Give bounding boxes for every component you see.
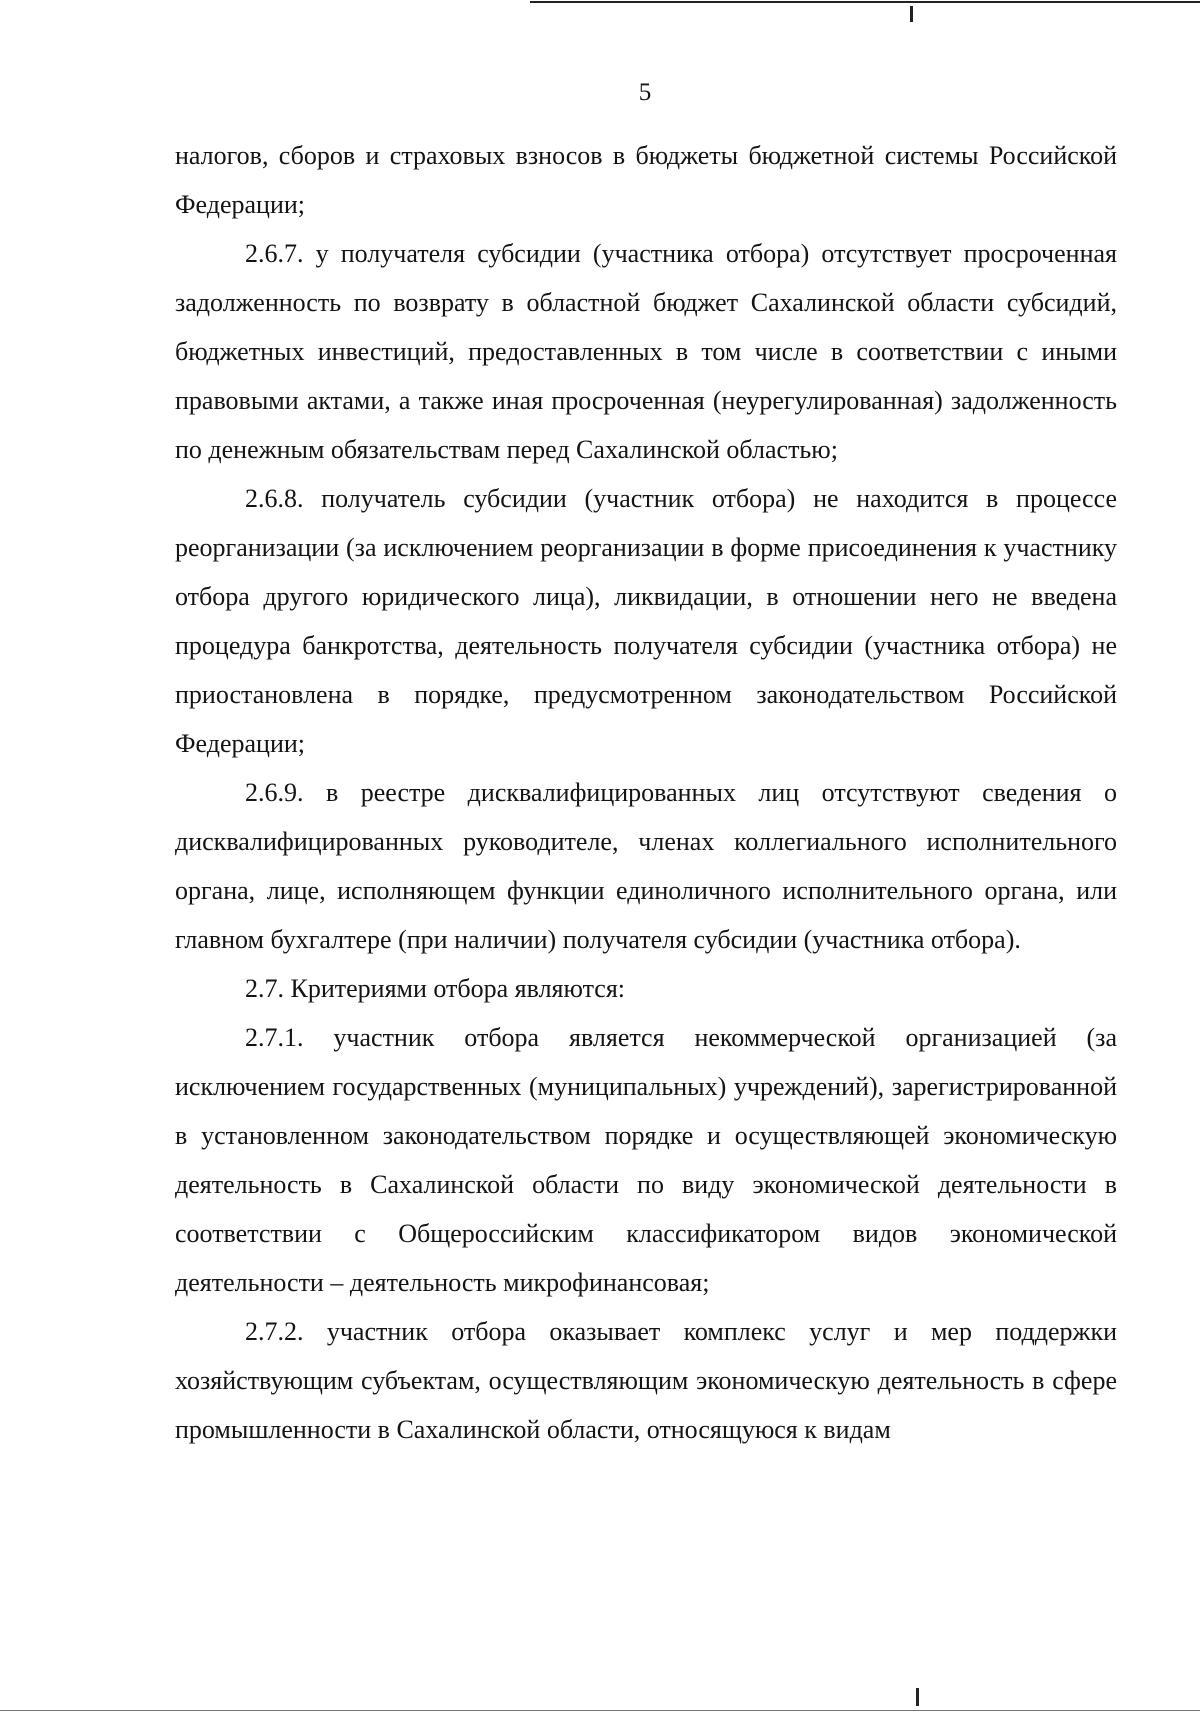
paragraph-2-6-9: 2.6.9. в реестре дисквалифицированных лиц отсутствуют сведения о дисквалифицированных руководителе, членах коллегиального исполнительного органа, лице, исполняющем функции единоличного исполнительного органа, или главном бухгалтере (при наличии) получателя субсидии (участника отбора). xyxy=(175,778,1117,954)
document-body xyxy=(175,131,1117,1454)
scan-edge-line-bottom xyxy=(0,1710,1200,1711)
page-number: 5 xyxy=(638,79,652,106)
scan-edge-line-top xyxy=(530,1,1200,3)
paragraph-1: налогов, сборов и страховых взносов в бюджеты бюджетной системы Российской Федерации; xyxy=(175,141,1117,219)
paragraph-2-6-7: 2.6.7. у получателя субсидии (участника отбора) отсутствует просроченная задолженность по возврату в областной бюджет Сахалинской области субсидий, бюджетных инвестиций, предоставленных в том числе в соответствии с иными правовыми актами, а также иная просроченная (неурегулированная) задолженность по денежным обязательствам перед Сахалинской областью; xyxy=(175,239,1117,464)
scan-mark-top xyxy=(910,6,913,22)
scan-mark-bottom xyxy=(916,1688,919,1706)
paragraph-2-7: 2.7. Критериями отбора являются: xyxy=(245,974,625,1003)
paragraph-2-6-8: 2.6.8. получатель субсидии (участник отбора) не находится в процессе реорганизации (за исключением реорганизации в форме присоединения к участнику отбора другого юридического лица), ликвидации, в отношении него не введена процедура банкротства, деятельность получателя субсидии (участника отбора) не приостановлена в порядке, предусмотренном законодательством Российской Федерации; xyxy=(175,484,1117,758)
paragraph-2-7-1: 2.7.1. участник отбора является некоммерческой организацией (за исключением государственных (муниципальных) учреждений), зарегистрированной в установленном законодательством порядке и осуществляющей экономическую деятельность в Сахалинской области по виду экономической деятельности в соответствии с Общероссийским классификатором видов экономической деятельности – деятельность микрофинансовая; xyxy=(175,1023,1117,1297)
paragraph-2-7-2: 2.7.2. участник отбора оказывает комплекс услуг и мер поддержки хозяйствующим субъектам, осуществляющим экономическую деятельность в сфере промышленности в Сахалинской области, относящуюся к видам xyxy=(175,1317,1117,1444)
